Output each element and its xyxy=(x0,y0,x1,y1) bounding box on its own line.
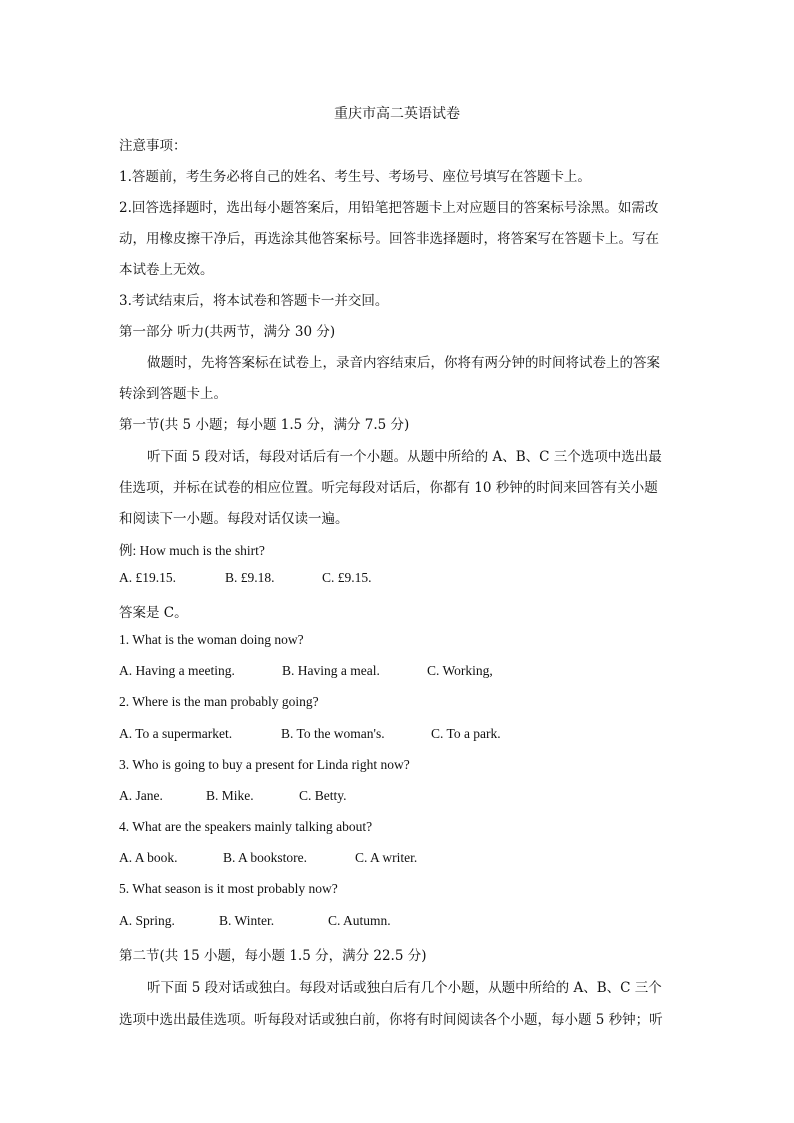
notice-heading: 注意事项： xyxy=(119,138,187,154)
question-2: 2. Where is the man probably going? xyxy=(119,694,319,709)
section2-intro-line-1: 听下面 5 段对话或独白。每段对话或独白后有几个小题，从题中所给的 A、B、C 三个 xyxy=(147,980,662,996)
question-3: 3. Who is going to buy a present for Linda right now? xyxy=(119,757,410,772)
section1-heading: 第一节(共 5 小题；每小题 1.5 分，满分 7.5 分) xyxy=(119,417,410,433)
question-3-options xyxy=(119,788,347,804)
q1-option-b: B. Having a meal. xyxy=(282,663,380,678)
q3-option-b: B. Mike. xyxy=(206,788,254,803)
q2-option-a: A. To a supermarket. xyxy=(119,726,233,741)
notice-2-line-3: 本试卷上无效。 xyxy=(119,262,214,278)
q4-option-c: C. A writer. xyxy=(355,850,418,865)
q3-option-c: C. Betty. xyxy=(299,788,347,803)
example-option-c: C. £9.15. xyxy=(322,570,372,585)
page-title: 重庆市高二英语试卷 xyxy=(334,106,460,122)
part1-heading: 第一部分 听力(共两节，满分 30 分) xyxy=(119,324,336,340)
question-5: 5. What season is it most probably now? xyxy=(119,881,338,896)
notice-2-line-1: 2.回答选择题时，选出每小题答案后，用铅笔把答题卡上对应题目的答案标号涂黑。如需改 xyxy=(119,200,659,216)
q5-option-a: A. Spring. xyxy=(119,913,175,928)
section1-intro-line-3: 和阅读下一小题。每段对话仅读一遍。 xyxy=(119,511,349,527)
section2-intro-line-2: 选项中选出最佳选项。听每段对话或独白前，你将有时间阅读各个小题，每小题 5 秒钟；听 xyxy=(119,1012,663,1028)
q4-option-b: B. A bookstore. xyxy=(223,850,308,865)
example-option-b: B. £9.18. xyxy=(225,570,275,585)
question-4-options xyxy=(119,850,417,866)
q2-option-c: C. To a park. xyxy=(431,726,501,741)
part1-intro-line-1: 做题时，先将答案标在试卷上，录音内容结束后，你将有两分钟的时间将试卷上的答案 xyxy=(147,355,660,371)
q4-option-a: A. A book. xyxy=(119,850,178,865)
section2-heading: 第二节(共 15 小题，每小题 1.5 分，满分 22.5 分) xyxy=(119,948,427,964)
example-options xyxy=(119,570,372,586)
notice-1: 1.答题前，考生务必将自己的姓名、考生号、考场号、座位号填写在答题卡上。 xyxy=(119,169,591,185)
notice-2-line-2: 动，用橡皮擦干净后，再选涂其他答案标号。回答非选择题时，将答案写在答题卡上。写在 xyxy=(119,231,659,247)
section1-intro-line-2: 佳选项，并标在试卷的相应位置。听完每段对话后，你都有 10 秒钟的时间来回答有关小题 xyxy=(119,480,658,496)
example-option-a: A. £19.15. xyxy=(119,570,176,585)
question-1: 1. What is the woman doing now? xyxy=(119,632,304,647)
q5-option-b: B. Winter. xyxy=(219,913,275,928)
q1-option-a: A. Having a meeting. xyxy=(119,663,235,678)
question-1-options xyxy=(119,663,493,679)
q1-option-c: C. Working, xyxy=(427,663,493,678)
q2-option-b: B. To the woman's. xyxy=(281,726,385,741)
part1-intro-line-2: 转涂到答题卡上。 xyxy=(119,386,227,402)
notice-3: 3.考试结束后，将本试卷和答题卡一并交回。 xyxy=(119,293,389,309)
example-answer: 答案是 C。 xyxy=(119,605,188,621)
question-5-options xyxy=(119,913,391,929)
question-4: 4. What are the speakers mainly talking about? xyxy=(119,819,373,834)
section1-intro-line-1: 听下面 5 段对话，每段对话后有一个小题。从题中所给的 A、B、C 三个选项中选出最 xyxy=(147,449,662,465)
example-question: 例: How much is the shirt? xyxy=(119,543,265,558)
q3-option-a: A. Jane. xyxy=(119,788,163,803)
question-2-options xyxy=(119,726,501,742)
q5-option-c: C. Autumn. xyxy=(328,913,391,928)
